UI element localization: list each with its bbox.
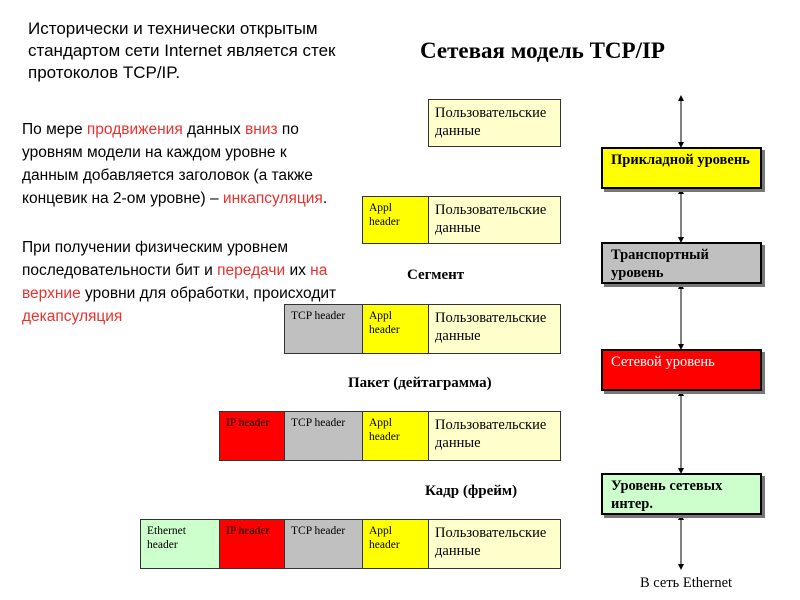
segment-caption: Сегмент xyxy=(407,267,465,283)
text-span: При получении физическим уровнем последовательности бит и xyxy=(22,239,288,279)
highlight-span: декапсуляция xyxy=(22,308,123,325)
text-span: данных xyxy=(182,121,246,138)
network-layer-box: Сетевой уровень xyxy=(601,349,762,391)
link-layer-box: Уровень сетевых интер. xyxy=(601,473,762,515)
highlight-span: инкапсуляция xyxy=(222,190,323,207)
highlight-span: продвижения xyxy=(86,121,183,138)
text-span: их xyxy=(285,262,311,279)
user-data-block: Пользовательские данные xyxy=(428,519,561,569)
ethernet-header-block: Ethernet header xyxy=(140,519,220,569)
tcp-header-block: TCP header xyxy=(284,519,363,569)
slide-title: Сетевая модель TCP/IP xyxy=(420,38,665,63)
text-span: уровни для обработки, происходит xyxy=(80,285,337,302)
highlight-span: передачи xyxy=(217,262,286,279)
user-data-block: Пользовательские данные xyxy=(428,99,561,147)
ip-header-block: IP header xyxy=(219,411,285,461)
tcp-header-block: TCP header xyxy=(284,304,363,354)
ip-header-block: IP header xyxy=(219,519,285,569)
highlight-span: на верхние xyxy=(22,262,328,302)
transport-layer-box: Транспортный уровень xyxy=(601,242,762,284)
text-span: По мере xyxy=(22,121,87,138)
packet-caption: Пакет (дейтаграмма) xyxy=(348,375,492,391)
intro-text: Исторически и технически открытым стандартом сети Internet является стек протоколов TCP/IP. xyxy=(28,19,336,82)
appl-header-block: Appl header xyxy=(362,411,429,461)
frame-caption: Кадр (фрейм) xyxy=(425,483,518,499)
appl-header-block: Appl header xyxy=(362,196,429,244)
highlight-span: вниз xyxy=(245,121,278,138)
appl-header-block: Appl header xyxy=(362,519,429,569)
appl-header-block: Appl header xyxy=(362,304,429,354)
user-data-block: Пользовательские данные xyxy=(428,196,561,244)
text-span: по уровням модели на каждом уровне к данным добавляется заголовок (а также концевик на 2-ом уровне) – xyxy=(22,121,313,207)
user-data-block: Пользовательские данные xyxy=(428,304,561,354)
application-layer-box: Прикладной уровень xyxy=(601,147,762,189)
text-span: . xyxy=(322,190,328,207)
tcp-header-block: TCP header xyxy=(284,411,363,461)
ethernet-note: В сеть Ethernet xyxy=(640,575,733,591)
user-data-block: Пользовательские данные xyxy=(428,411,561,461)
